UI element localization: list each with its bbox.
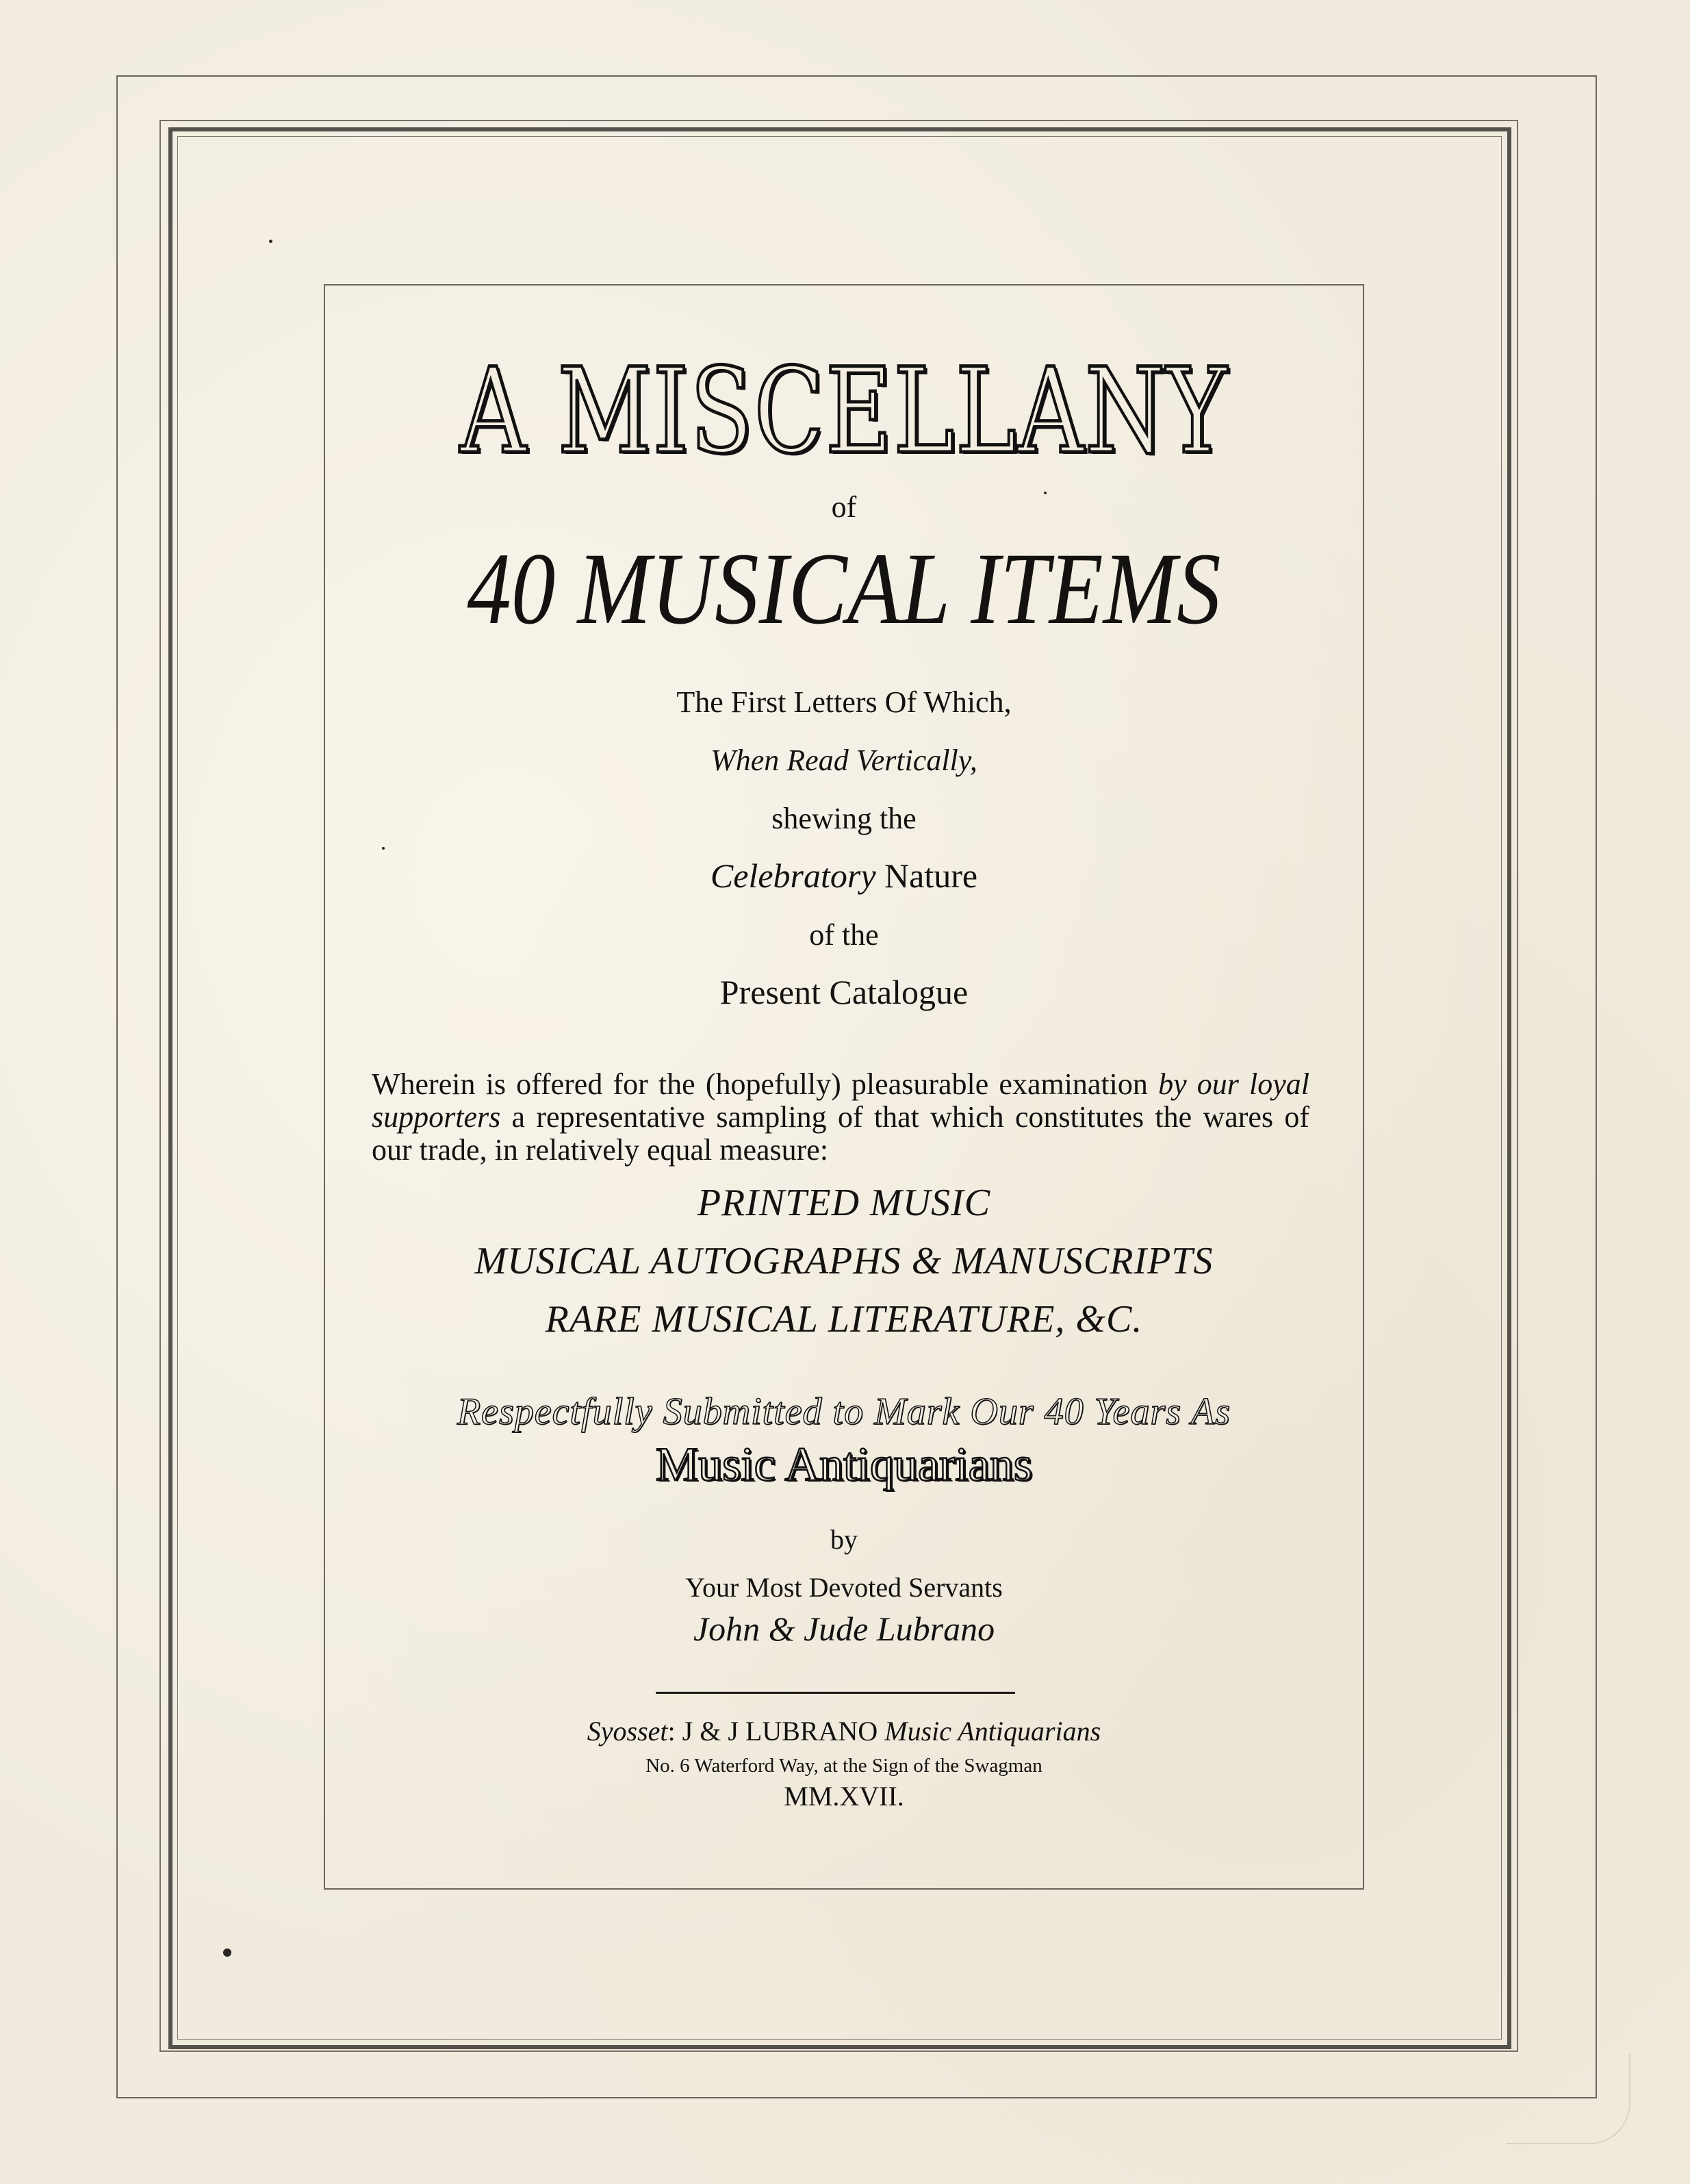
celebratory-word: Celebratory <box>710 856 876 895</box>
category-rare-literature: RARE MUSICAL LITERATURE, &C. <box>545 1298 1143 1341</box>
imprint-place: Syosset <box>587 1716 668 1747</box>
imprint-line <box>324 1715 1364 1747</box>
imprint-colon: : <box>667 1716 682 1747</box>
subtitle: 40 MUSICAL ITEMS <box>467 532 1221 646</box>
nature-word: Nature <box>875 856 978 895</box>
category-printed-music: PRINTED MUSIC <box>697 1182 991 1224</box>
imprint-firm-italic: Music Antiquarians <box>884 1716 1101 1747</box>
plate-mark <box>1506 2054 1630 2144</box>
author-names: John & Jude Lubrano <box>693 1610 995 1648</box>
imprint-address: No. 6 Waterford Way, at the Sign of the Swagman <box>645 1755 1042 1777</box>
intro-paragraph <box>372 1068 1309 1167</box>
category-autographs-manuscripts: MUSICAL AUTOGRAPHS & MANUSCRIPTS <box>474 1240 1214 1282</box>
acrostic-line-present-catalogue: Present Catalogue <box>719 973 969 1011</box>
main-title: A MISCELLANY <box>459 342 1229 480</box>
acrostic-line-when-read: When Read Vertically, <box>710 744 977 777</box>
acrostic-line-shewing: shewing the <box>771 802 917 835</box>
divider-rule <box>656 1692 1015 1694</box>
dedication-script: Respectfully Submitted to Mark Our 40 Years As <box>457 1391 1231 1433</box>
paragraph-italic-part: by our loyal supporters <box>372 1067 1309 1134</box>
dedication-title: Music Antiquarians <box>655 1438 1033 1491</box>
ink-speck <box>382 847 385 850</box>
connector-of: of <box>831 490 857 524</box>
ink-speck <box>223 1948 231 1957</box>
paragraph-part-1: Wherein is offered for the (hopefully) pleasurable examination <box>372 1067 1159 1101</box>
paragraph-part-3: a representative sampling of that which constitutes the wares of our trade, in relatively equal measure: <box>372 1100 1309 1167</box>
imprint-firm: J & J LUBRANO <box>682 1716 885 1747</box>
acrostic-line-celebratory <box>324 856 1364 896</box>
imprint-year: MM.XVII. <box>784 1781 904 1812</box>
acrostic-line-of-the: of the <box>809 918 879 952</box>
by-line: by <box>830 1524 858 1555</box>
servants-line: Your Most Devoted Servants <box>685 1572 1003 1603</box>
ink-speck <box>269 240 272 243</box>
acrostic-line-first-letters: The First Letters Of Which, <box>676 685 1012 719</box>
